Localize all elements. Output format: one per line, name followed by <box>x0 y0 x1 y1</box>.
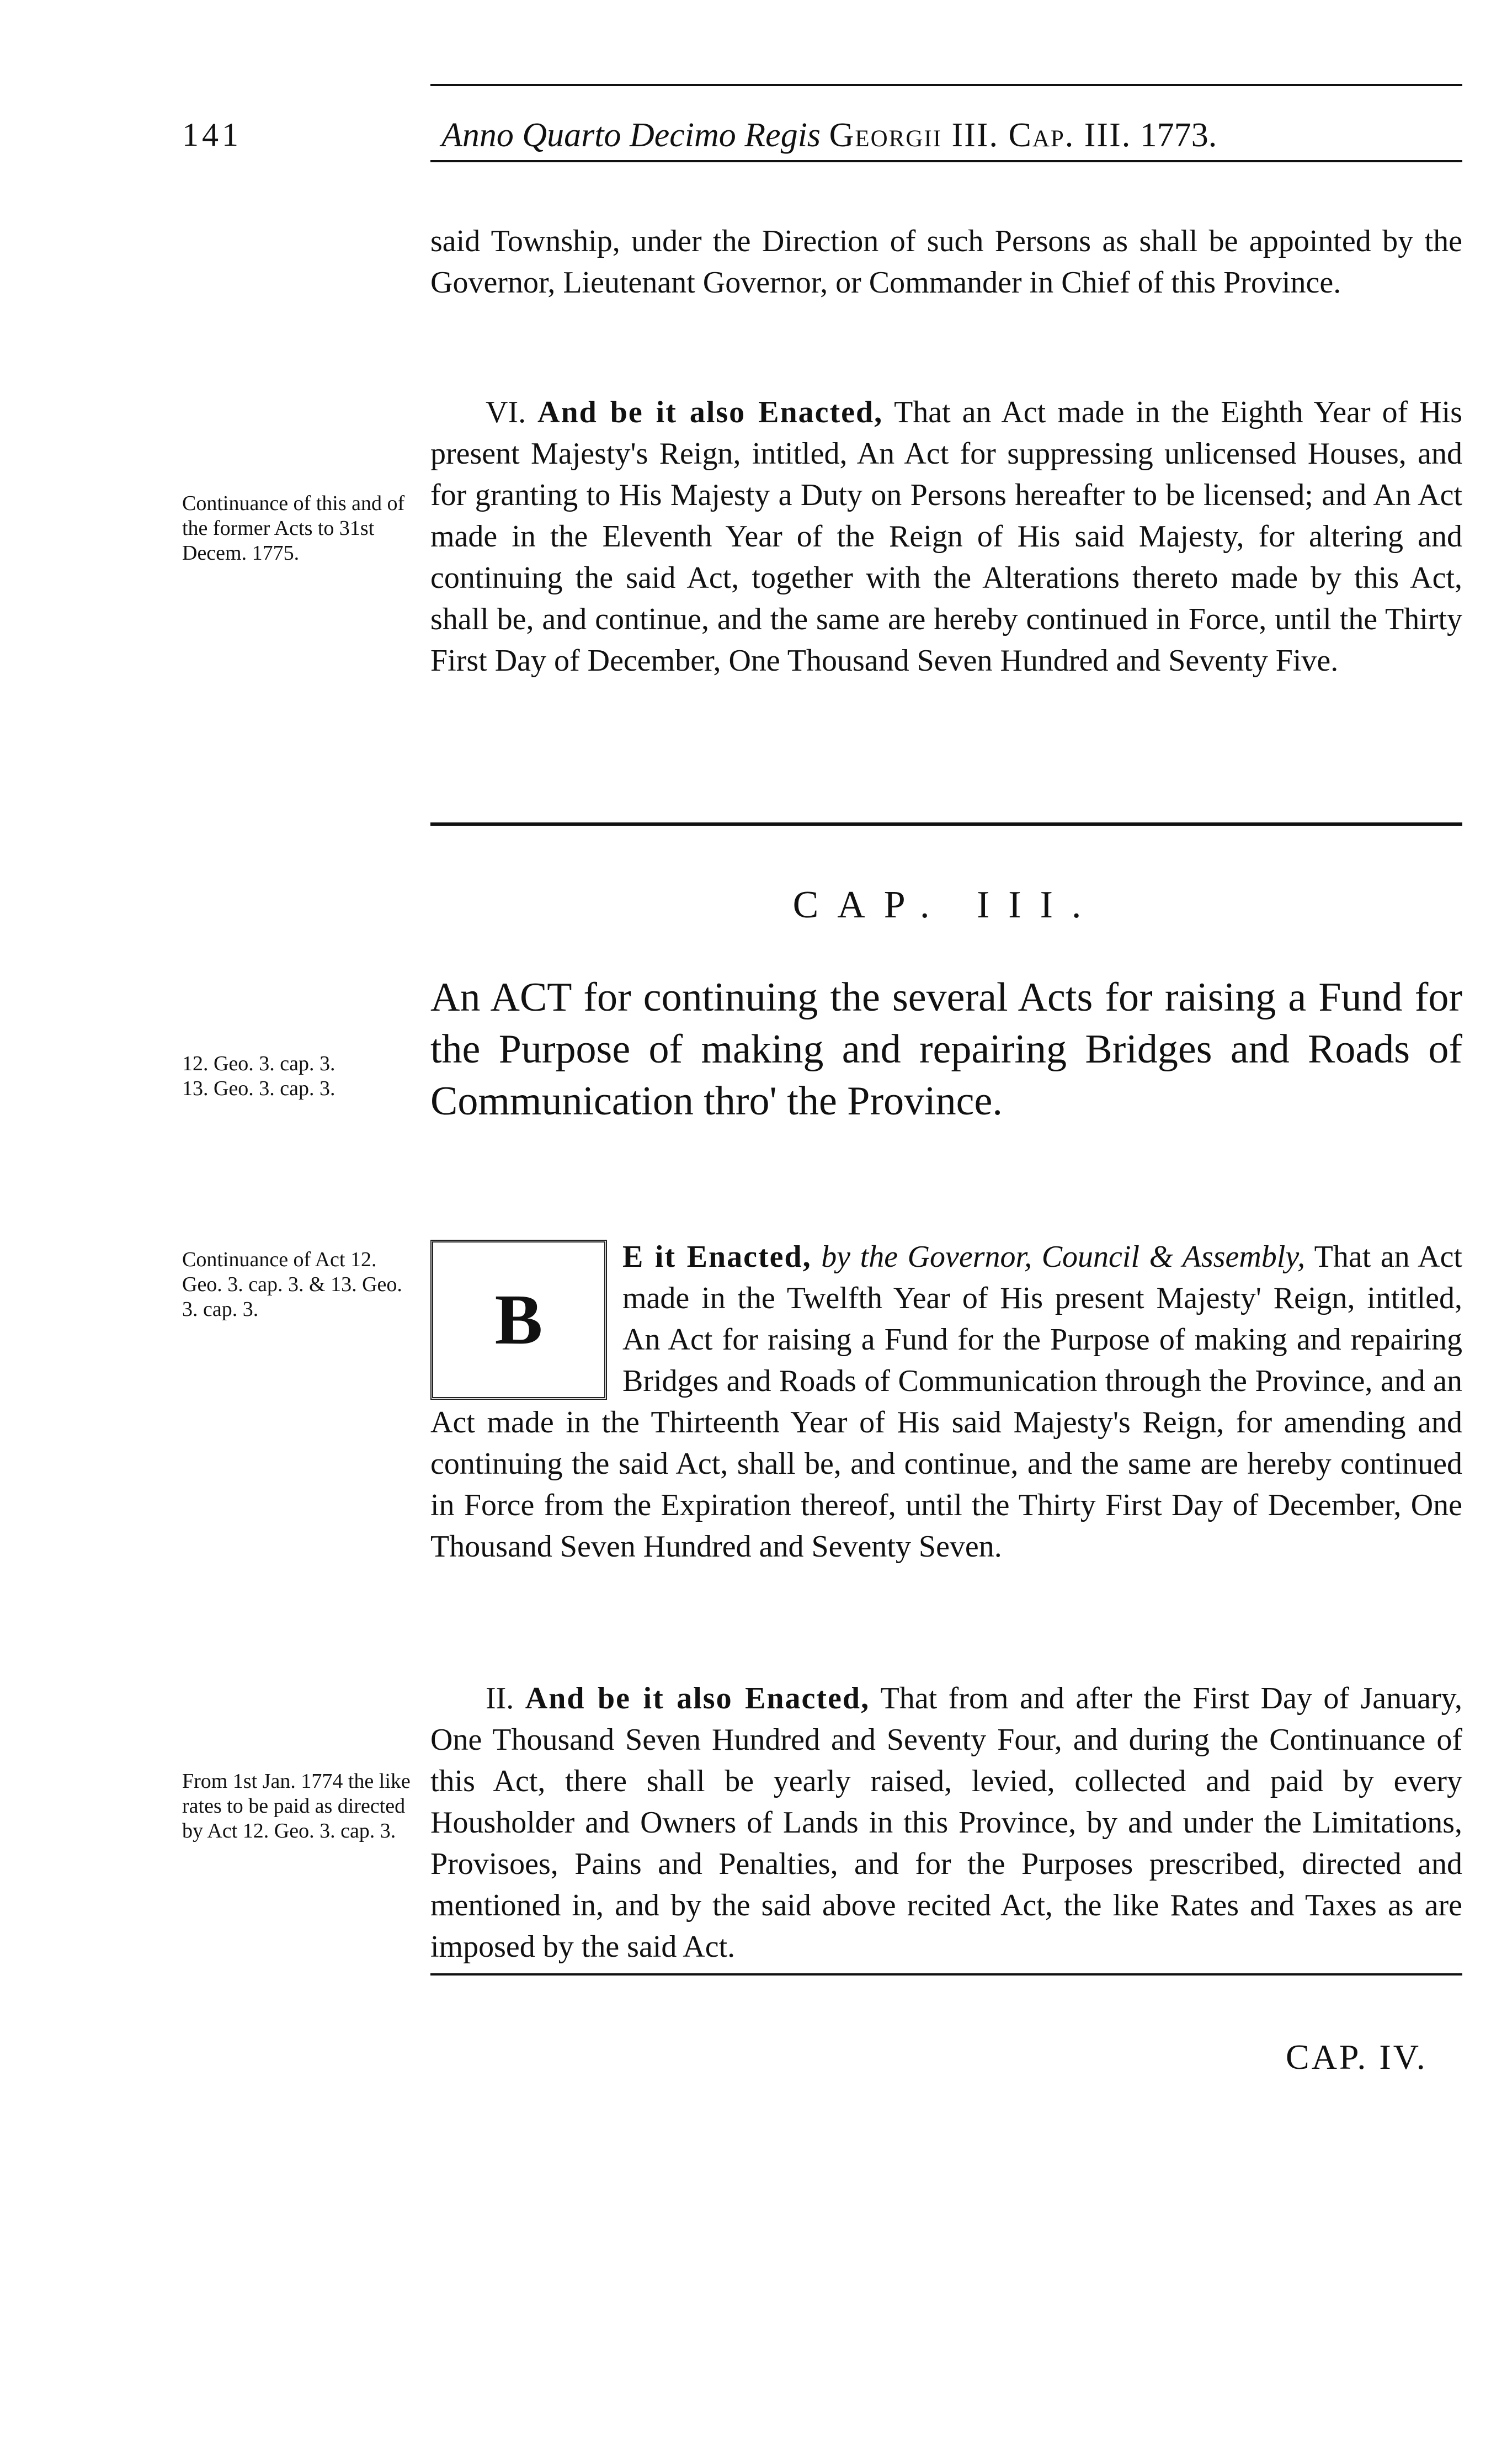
section-continuation-text: said Township, under the Direction of such Persons as shall be appointed by the Governor, Lieutenant Governor, or Commander in Chief of this Province. <box>430 224 1462 300</box>
running-head-caps: Georgii III. Cap. III. <box>829 116 1132 154</box>
chapter-heading: CAP. III. <box>792 884 1100 926</box>
ornamental-dropcap <box>430 1240 607 1400</box>
chapter-margin-note-2: 13. Geo. 3. cap. 3. <box>182 1077 336 1100</box>
header-rule-lower <box>430 160 1462 162</box>
section-ii-blackletter: And be it also Enacted, <box>525 1681 870 1716</box>
section-vi-number: VI. <box>486 395 526 429</box>
section-vi <box>430 392 1462 682</box>
header-rule-upper <box>430 84 1462 86</box>
chapter-title-block <box>430 971 1462 1127</box>
section-vi-paragraph <box>430 392 1462 682</box>
section-vi-text: That an Act made in the Eighth Year of His present Majesty's Reign, intitled, An Act for suppressing unlicensed Houses, and for granting to His Majesty a Duty on Persons hereafter to be licensed; and An Act made in the Eleventh Year of the Reign of His said Majesty, for altering and continuing the said Act, together with the Alterations thereto made by this Act, shall be, and continue, and the same are hereby continued in Force, until the Thirty First Day of December, One Thousand Seven Hundred and Seventy Five. <box>430 395 1462 678</box>
section-ii-paragraph <box>430 1678 1462 1968</box>
section-ii-margin-note: From 1st Jan. 1774 the like rates to be paid as directed by Act 12. Geo. 3. cap. 3. <box>182 1770 411 1842</box>
running-head <box>441 116 1217 155</box>
running-head-year: 1773. <box>1139 116 1217 154</box>
section-i <box>430 1236 1462 1568</box>
running-head-latin: Anno Quarto Decimo Regis <box>441 116 821 154</box>
section-continuation <box>430 221 1462 304</box>
page-header <box>182 108 1468 157</box>
section-i-text: That an Act made in the Twelfth Year of His present Majesty' Reign, intitled, An Act for raising a Fund for the Purpose of making and repairing Bridges and Roads of Communication through the Province, and an Act made in the Thirteenth Year of His said Majesty's Reign, for amending and continuing the said Act, shall be, and continue, and the same are hereby continued in Force from the Expiration thereof, until the Thirty First Day of December, One Thousand Seven Hundred and Seventy Seven. <box>430 1240 1462 1564</box>
section-vi-blackletter: And be it also Enacted, <box>537 395 883 429</box>
end-rule <box>430 1973 1462 1976</box>
section-i-blackletter: E it Enacted, <box>622 1240 812 1274</box>
page-number: 141 <box>182 116 242 153</box>
section-ii <box>430 1678 1462 1968</box>
section-i-margin-note: Continuance of Act 12. Geo. 3. cap. 3. & 13. Geo. 3. cap. 3. <box>182 1248 402 1321</box>
section-ii-text: That from and after the First Day of January, One Thousand Seven Hundred and Seventy Four, and during the Continuance of this Act, there shall be yearly raised, levied, collected and paid by every Housholder and Owners of Lands in this Province, by and under the Limitations, Provisoes, Pains and Penalties, and for the Purposes prescribed, directed and mentioned in, and by the said above recited Act, the like Rates and Taxes as are imposed by the said Act. <box>430 1681 1462 1964</box>
chapter-title: An ACT for continuing the several Acts for raising a Fund for the Purpose of making and repairing Bridges and Roads of Communication thro' the Province. <box>430 975 1462 1124</box>
section-vi-margin-note: Continuance of this and of the former Acts to 31st Decem. 1775. <box>182 492 405 565</box>
chapter-margin-note-1: 12. Geo. 3. cap. 3. <box>182 1052 336 1075</box>
dropcap-letter: B <box>494 1279 543 1360</box>
section-divider-rule <box>430 822 1462 826</box>
section-ii-number: II. <box>486 1681 514 1716</box>
catchword: CAP. IV. <box>1286 2037 1428 2077</box>
section-i-italic-lead: by the Governor, Council & Assembly, <box>821 1240 1306 1274</box>
